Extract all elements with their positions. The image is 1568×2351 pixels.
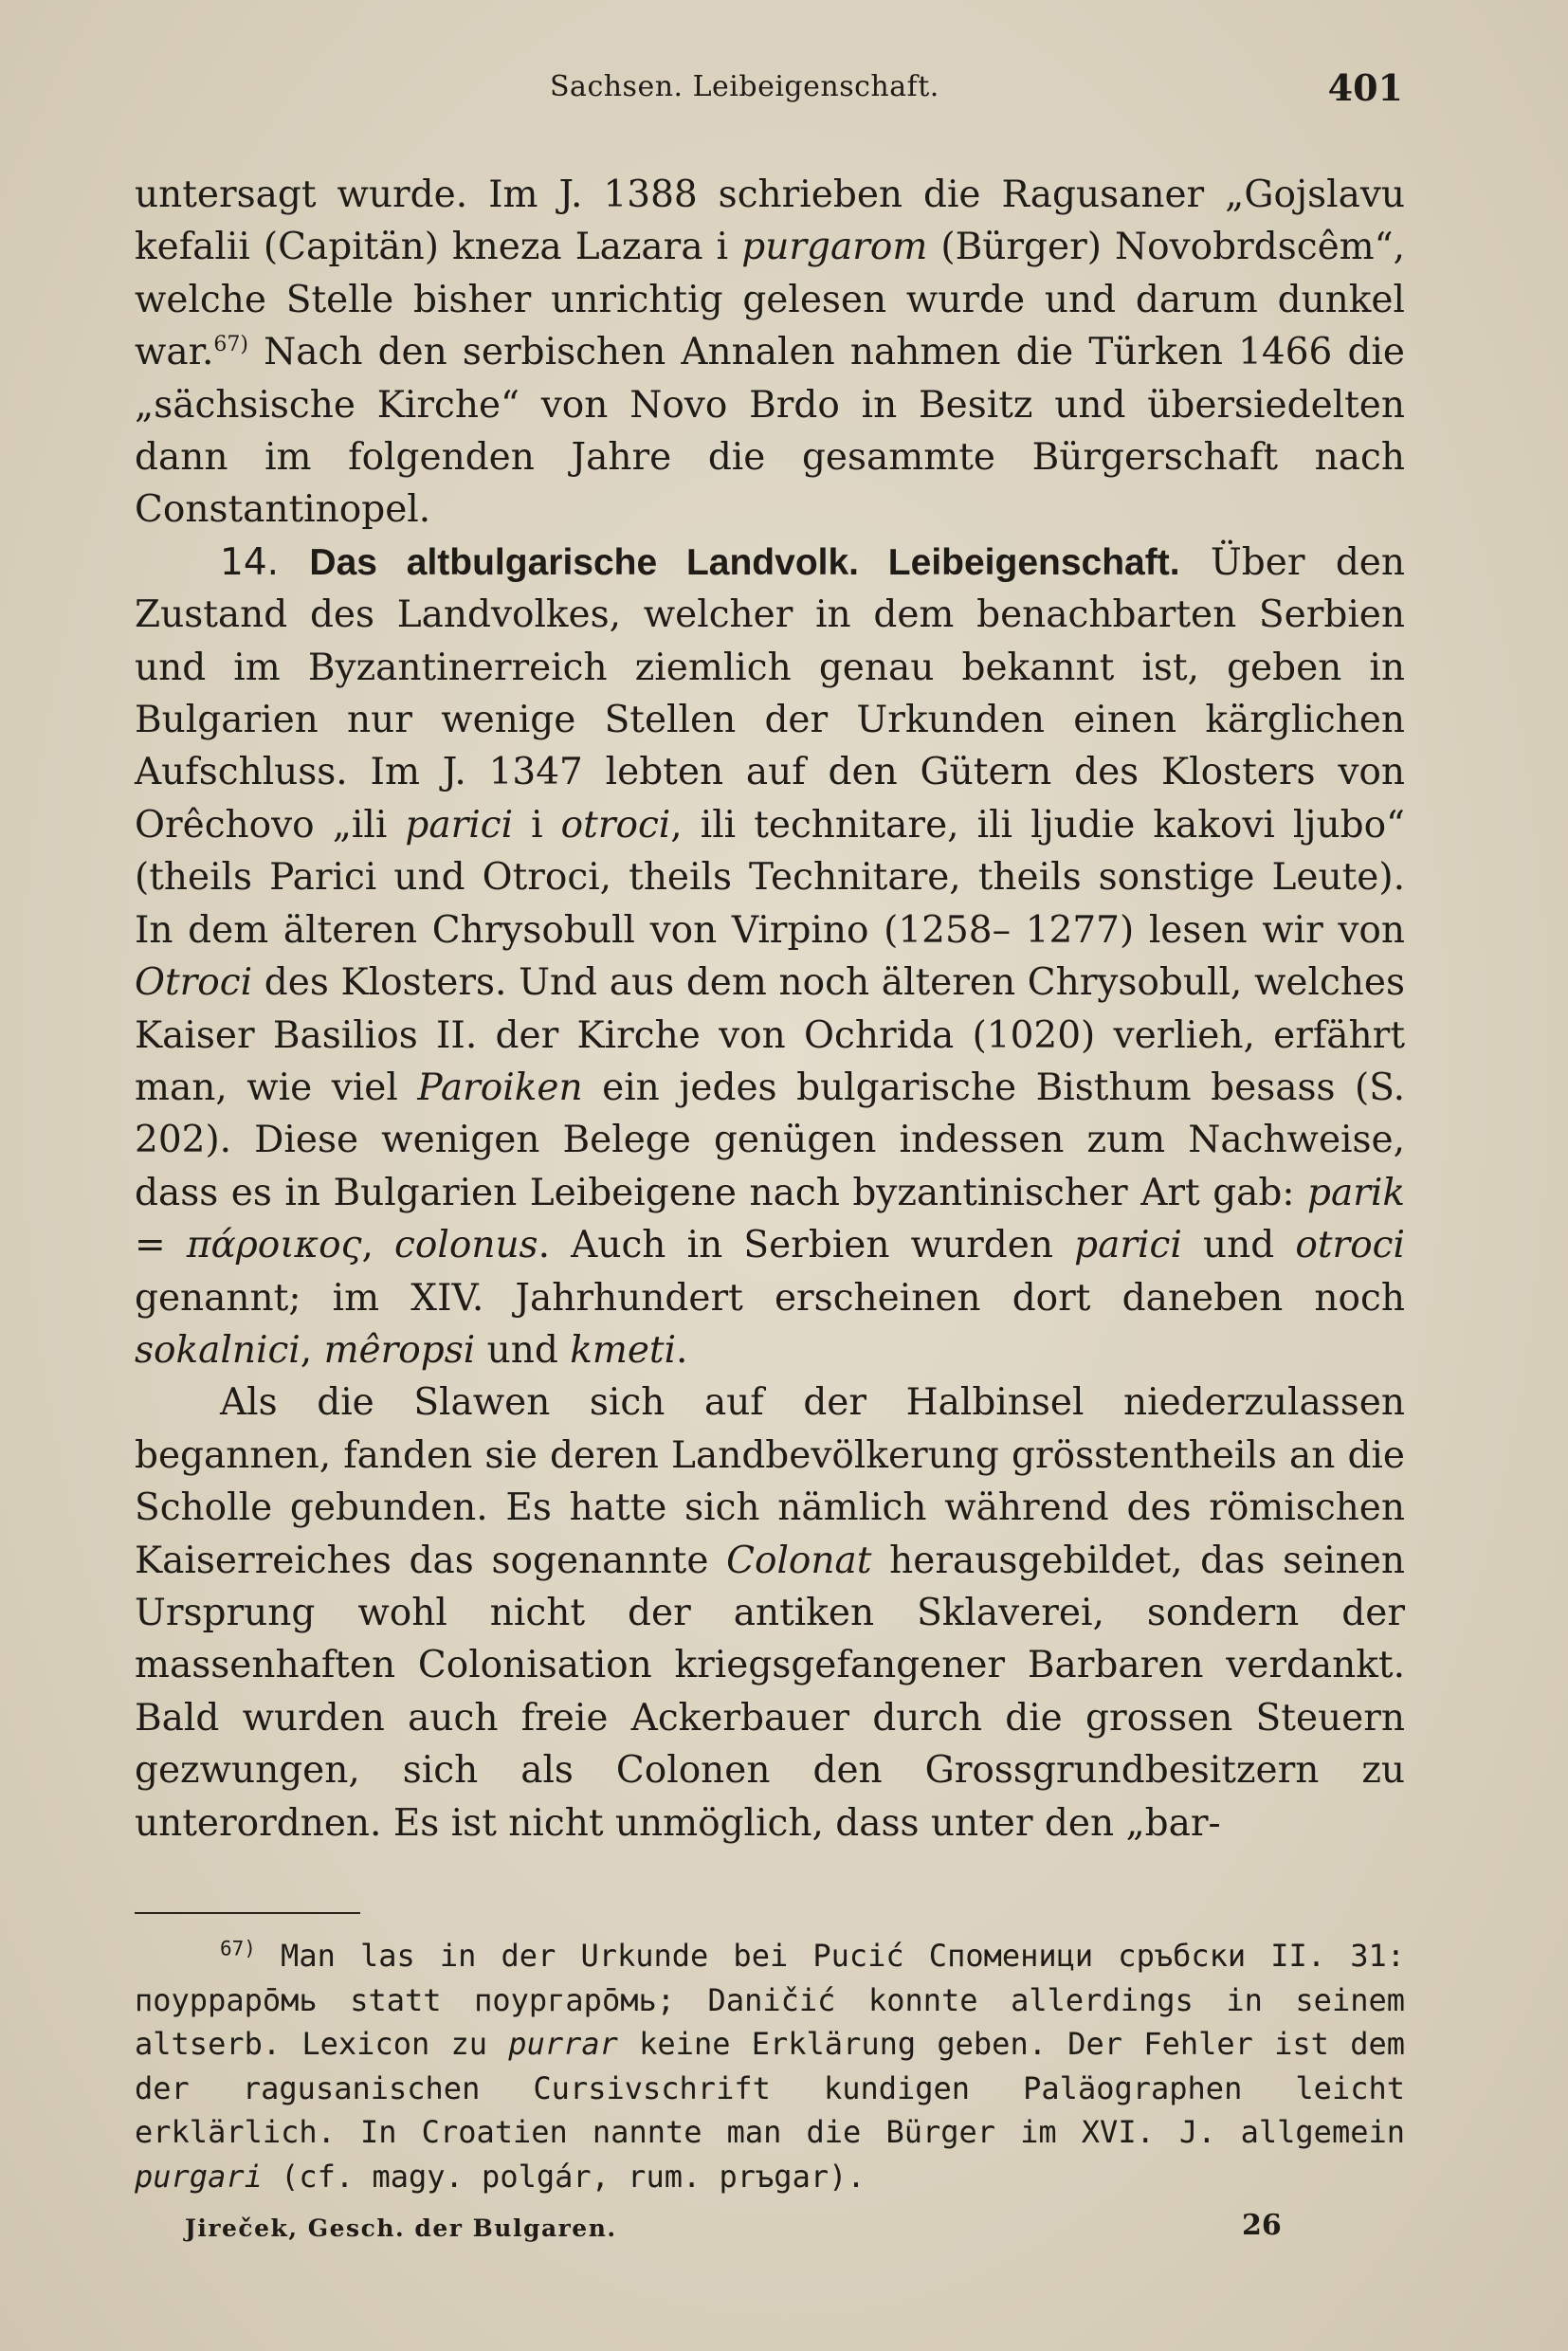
footnote-divider: [135, 1912, 360, 1914]
page-header: [133, 63, 1403, 110]
signature-mark: 26: [1242, 2209, 1282, 2242]
printer-signature: Jireček, Gesch. der Bulgaren.: [185, 2214, 617, 2242]
footnote-marker: 67): [220, 1937, 256, 1960]
body-text: [135, 169, 1405, 1850]
page-footer: [185, 2209, 1304, 2252]
paragraph-3: Als die Slawen sich auf der Halbinsel niederzulassen begannen, fanden sie deren Landbevölkerung grösstentheils an die Scholle gebunden. Es hatte sich nämlich während des römischen Kaiserreiches das sogenannte Colonat herausgebildet, das seinen Ursprung wohl nicht der antiken Sklaverei, sondern der massenhaften Colonisation kriegsgefangener Barbaren verdankt. Bald wurden auch freie Ackerbauer durch die grossen Steuern gezwungen, sich als Colonen den Grossgrundbesitzern zu unterordnen. Es ist nicht unmöglich, dass unter den „bar-: [135, 1381, 1405, 1845]
footnotes: [135, 1934, 1405, 2198]
footnote-67: $^{67)}$ Man las in der Urkunde bei Pucić Споменици сръбски II. 31: поуррарōмь statt поургарōмь; Daničić konnte allerdings in seinem altserb. Lexicon zu purrar keine Erklärung geben. Der Fehler ist dem der ragusanischen Cursivschrift kundigen Paläographen leicht erklärlich. In Croatien nannte man die Bürger im XVI. J. allgemein purgari (cf. magy. polgár, rum. prъgar).: [135, 1937, 1406, 2195]
section-title: Das altbulgarische Landvolk. Leibeigenschaft.: [309, 541, 1180, 583]
running-title: Sachsen. Leibeigenschaft.: [550, 70, 939, 103]
page-number: 401: [1327, 66, 1403, 109]
paragraph-2: 14. Das altbulgarische Landvolk. Leibeigenschaft. Über den Zustand des Landvolkes, welcher in dem benachbarten Serbien und im Byzantinerreich ziemlich genau bekannt ist, geben in Bulgarien nur wenige Stellen der Urkunden einen kärglichen Aufschluss. Im J. 1347 lebten auf den Gütern des Klosters von Orêchovo „ili parici i otroci, ili technitare, ili ljudie kakovi ljubo“ (theils Parici und Otroci, theils Technitare, theils sonstige Leute). In dem älteren Chrysobull von Virpino (1258– 1277) lesen wir von Otroci des Klosters. Und aus dem noch älteren Chrysobull, welches Kaiser Basilios II. der Kirche von Ochrida (1020) verlieh, erfährt man, wie viel Paroiken ein jedes bulgarische Bisthum besass (S. 202). Diese wenigen Belege genügen indessen zum Nachweise, dass es in Bulgarien Leibeigene nach byzantinischer Art gab: parik = πάροικος, colonus. Auch in Serbien wurden parici und otroci genannt; im XIV. Jahrhundert erscheinen dort daneben noch sokalnici, mêropsi und kmeti.: [135, 540, 1406, 1372]
footnote-reference[interactable]: 67): [213, 333, 248, 357]
paragraph-1: untersagt wurde. Im J. 1388 schrieben die Ragusaner „Gojslavu kefalii (Capitän) kneza Lazara i purgarom (Bürger) Novobrdscêm“, welche Stelle bisher unrichtig gelesen wurde und darum dunkel war.$^{67)}$ Nach den serbischen Annalen nahmen die Türken 1466 die „sächsische Kirche“ von Novo Brdo in Besitz und übersiedelten dann im folgenden Jahre die gesammte Bürgerschaft nach Constantinopel.: [135, 173, 1405, 532]
section-number: 14.: [220, 540, 280, 584]
